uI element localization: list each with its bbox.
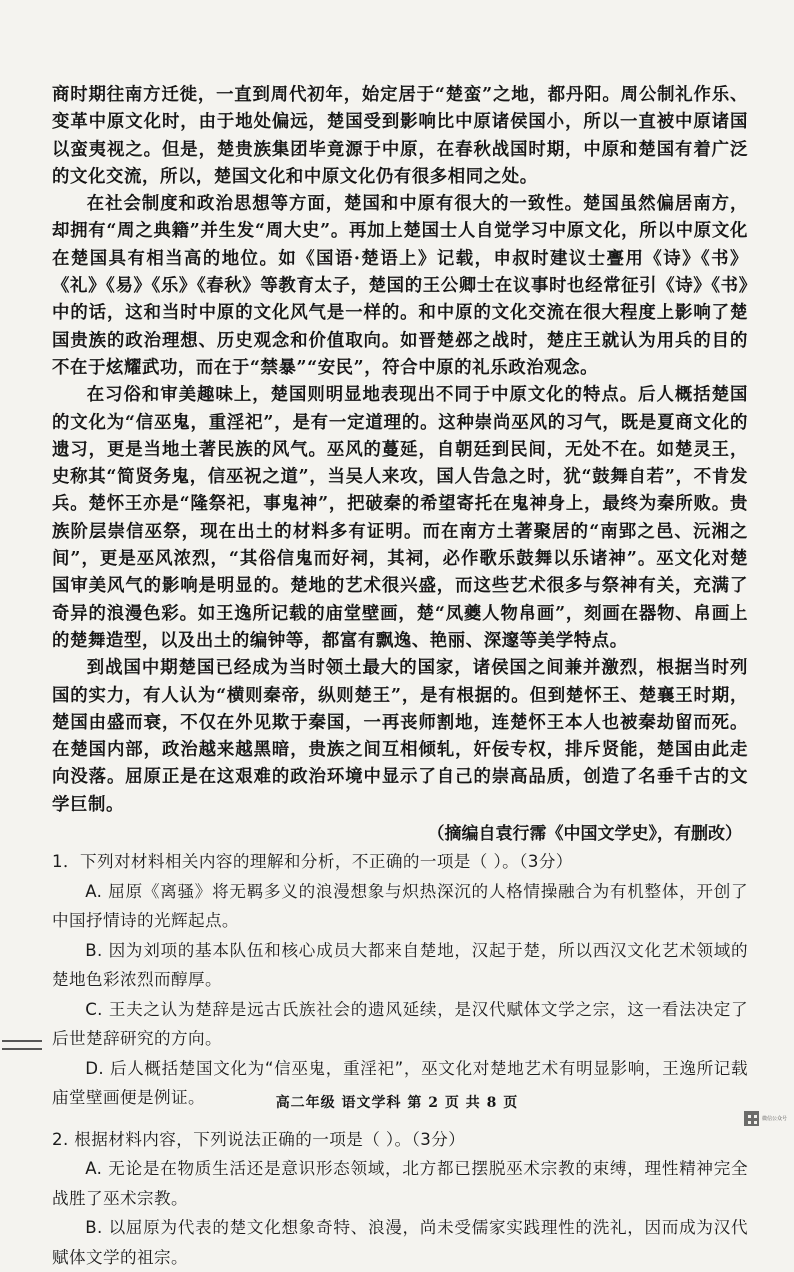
question-1-stem: 1．下列对材料相关内容的理解和分析，不正确的一项是（ ）。（3分） [52, 852, 573, 872]
question-1 [52, 847, 748, 1113]
question-1-option-c: C. 王夫之认为楚辞是远古氏族社会的遗风延续，是汉代赋体文学之宗，这一看法决定了后世楚辞研究的方向。 [52, 999, 748, 1049]
question-1-option-a: A. 屈原《离骚》将无羁多义的浪漫想象与炽热深沉的人格情操融合为有机整体，开创了中国抒情诗的光辉起点。 [52, 881, 748, 931]
passage-paragraph-4: 到战国中期楚国已经成为当时领土最大的国家，诸侯国之间兼并激烈，根据当时列国的实力，有人认为“横则秦帝，纵则楚王”，是有根据的。但到楚怀王、楚襄王时期，楚国由盛而衰，不仅在外见欺于秦国，一再丧师割地，连楚怀王本人也被秦劫留而死。在楚国内部，政治越来越黑暗，贵族之间互相倾轧，奸佞专权，排斥贤能，楚国由此走向没落。屈原正是在这艰难的政治环境中显示了自己的崇高品质，创造了名垂千古的文学巨制。 [52, 658, 748, 815]
qr-code-icon [744, 1111, 759, 1126]
question-1-option-b: B. 因为刘项的基本队伍和核心成员大都来自楚地，汉起于楚，所以西汉文化艺术领域的楚地色彩浓烈而醇厚。 [52, 940, 748, 990]
question-2 [52, 1125, 748, 1272]
passage-paragraph-3: 在习俗和审美趣味上，楚国则明显地表现出不同于中原文化的特点。后人概括楚国的文化为“信巫鬼，重淫祀”，是有一定道理的。这种崇尚巫风的习气，既是夏商文化的遗习，更是当地土著民族的风气。巫风的蔓延，自朝廷到民间，无处不在。如楚灵王，史称其“简贤务鬼，信巫祝之道”，当吴人来攻，国人告急之时，犹“鼓舞自若”，不肯发兵。楚怀王亦是“隆祭祀，事鬼神”，把破秦的希望寄托在鬼神身上，最终为秦所败。贵族阶层崇信巫祭，现在出土的材料多有证明。而在南方土著聚居的“南郢之邑、沅湘之间”，更是巫风浓烈，“其俗信鬼而好祠，其祠，必作歌乐鼓舞以乐诸神”。巫文化对楚国审美风气的影响是明显的。楚地的艺术很兴盛，而这些艺术很多与祭神有关，充满了奇异的浪漫色彩。如王逸所记载的庙堂壁画，楚“凤夔人物帛画”，刻画在器物、帛画上的楚舞造型，以及出土的编钟等，都富有飘逸、艳丽、深邃等美学特点。 [52, 385, 748, 651]
watermark [744, 1110, 788, 1126]
passage-source: （摘编自袁行霈《中国文学史》，有删改） [427, 824, 742, 845]
question-2-stem: 2. 根据材料内容，下列说法正确的一项是（ ）。（3分） [52, 1129, 466, 1149]
passage-paragraph-1: 商时期往南方迁徙，一直到周代初年，始定居于“楚蛮”之地，都丹阳。周公制礼作乐、变革中原文化时，由于地处偏远，楚国受到影响比中原诸侯国小，所以一直被中原诸国以蛮夷视之。但是，楚贵族集团毕竟源于中原，在春秋战国时期，中原和楚国有着广泛的文化交流，所以，楚国文化和中原文化仍有很多相同之处。 [52, 85, 748, 187]
watermark-text: 微信公众号 [762, 1115, 788, 1122]
passage-paragraph-2: 在社会制度和政治思想等方面，楚国和中原有很大的一致性。楚国虽然偏居南方，却拥有“周之典籍”并生发“周大史”。再加上楚国士人自觉学习中原文化，所以中原文化在楚国具有相当高的地位。如《国语·楚语上》记载，申叔时建议士亹用《诗》《书》《礼》《易》《乐》《春秋》等教育太子，楚国的王公卿士在议事时也经常征引《诗》《书》中的话，这和当时中原的文化风气是一样的。和中原的文化交流在很大程度上影响了楚国贵族的政治理想、历史观念和价值取向。如晋楚邲之战时，楚庄王就认为用兵的目的不在于炫耀武功，而在于“禁暴”“安民”，符合中原的礼乐政治观念。 [52, 194, 748, 378]
question-2-option-a: A. 无论是在物质生活还是意识形态领域，北方都已摆脱巫术宗教的束缚，理性精神完全战胜了巫术宗教。 [52, 1159, 748, 1208]
question-2-option-b: B. 以屈原为代表的楚文化想象奇特、浪漫，尚未受儒家实践理性的洗礼，因而成为汉代赋体文学的祖宗。 [52, 1218, 748, 1267]
page-footer: 高二年级 语文学科 第 2 页 共 8 页 [275, 1095, 519, 1111]
scan-smudge-mark [2, 1040, 42, 1050]
question-1-option-d: D. 后人概括楚国文化为“信巫鬼，重淫祀”，巫文化对楚地艺术有明显影响，王逸所记载 庙堂壁画便是例证。 [52, 1058, 748, 1108]
